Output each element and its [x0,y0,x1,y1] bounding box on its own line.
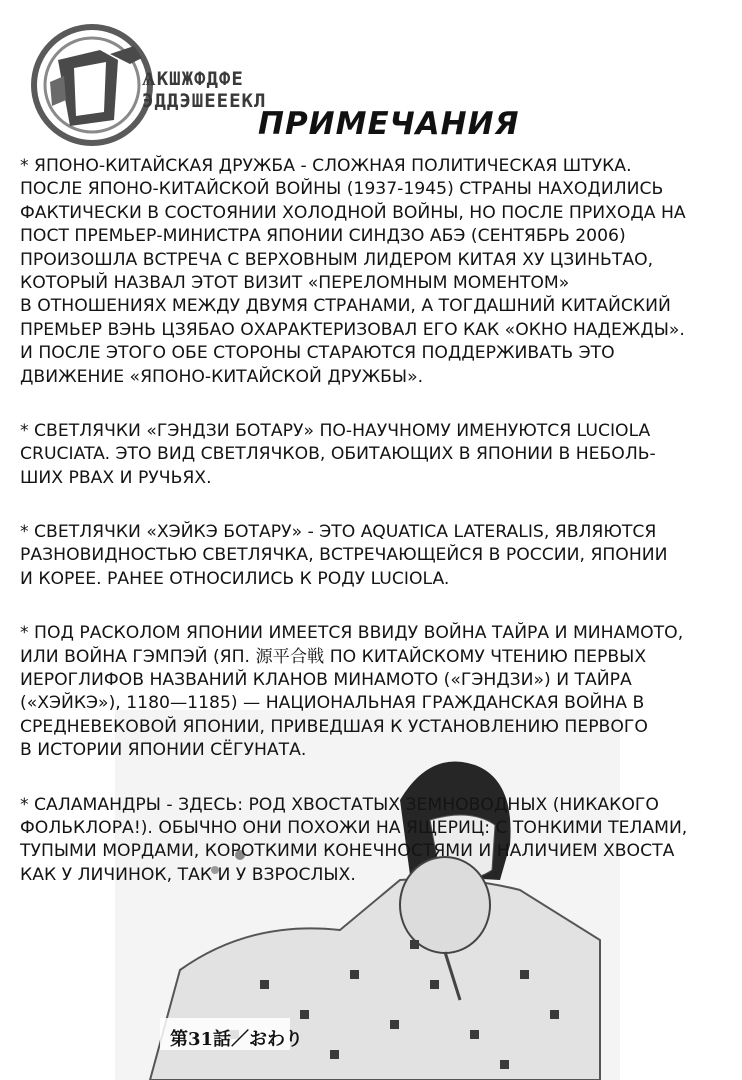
note-line: ПРЕМЬЕР ВЭНЬ ЦЗЯБАО ОХАРАКТЕРИЗОВАЛ ЕГО КАК «ОКНО НАДЕЖДЫ». [20,319,685,340]
note-line: СРЕДНЕВЕКОВОЙ ЯПОНИИ, ПРИВЕДШАЯ К УСТАНОВЛЕНИЮ ПЕРВОГО [20,716,648,737]
page-title: ПРИМЕЧАНИЯ [258,106,520,142]
note-line: В ОТНОШЕНИЯХ МЕЖДУ ДВУМЯ СТРАНАМИ, А ТОГДАШНИЙ КИТАЙСКИЙ [20,296,671,317]
note-line: ТУПЫМИ МОРДАМИ, КОРОТКИМИ КОНЕЧНОСТЯМИ И НАЛИЧИЕМ ХВОСТА [20,841,675,862]
logo-text-line2: ЭДДЭШЕЕЕКЛ [142,90,267,112]
note-line: * СВЕТЛЯЧКИ «ХЭЙКЭ БОТАРУ» - ЭТО AQUATICA LATERALIS, ЯВЛЯЮТСЯ [20,522,657,543]
note-line: * ПОД РАСКОЛОМ ЯПОНИИ ИМЕЕТСЯ ВВИДУ ВОЙНА ТАЙРА И МИНАМОТО, [20,623,684,644]
note-line: В ИСТОРИИ ЯПОНИИ СЁГУНАТА. [20,740,307,761]
note-line: ДВИЖЕНИЕ «ЯПОНО-КИТАЙСКОЙ ДРУЖБЫ». [20,366,424,387]
note-line: КОТОРЫЙ НАЗВАЛ ЭТОТ ВИЗИТ «ПЕРЕЛОМНЫМ МОМЕНТОМ» [20,272,570,293]
note-sino-japanese-friendship [20,155,736,389]
note-line: («ХЭЙКЭ»), 1180—1185) — НАЦИОНАЛЬНАЯ ГРАЖДАНСКАЯ ВОЙНА В [20,693,645,714]
note-genji-firefly [20,420,736,490]
note-line: ПОСЛЕ ЯПОНО-КИТАЙСКОЙ ВОЙНЫ (1937-1945) СТРАНЫ НАХОДИЛИСЬ [20,179,664,200]
note-line: * САЛАМАНДРЫ - ЗДЕСЬ: РОД ХВОСТАТЫХ ЗЕМНОВОДНЫХ (НИКАКОГО [20,794,659,815]
note-line: ПОСТ ПРЕМЬЕР-МИНИСТРА ЯПОНИИ СИНДЗО АБЭ (СЕНТЯБРЬ 2006) [20,226,626,247]
note-heike-firefly [20,521,736,591]
note-line: КАК У ЛИЧИНОК, ТАК И У ВЗРОСЛЫХ. [20,864,356,885]
note-salamanders [20,794,736,888]
note-line: ПРОИЗОШЛА ВСТРЕЧА С ВЕРХОВНЫМ ЛИДЕРОМ КИТАЯ ХУ ЦЗИНЬТАО, [20,249,654,270]
note-line: И КОРЕЕ. РАНЕЕ ОТНОСИЛИСЬ К РОДУ LUCIOLA. [20,568,450,589]
note-line: * СВЕТЛЯЧКИ «ГЭНДЗИ БОТАРУ» ПО-НАУЧНОМУ ИМЕНУЮТСЯ LUCIOLA [20,420,651,441]
note-line: CRUCIATA. ЭТО ВИД СВЕТЛЯЧКОВ, ОБИТАЮЩИХ В ЯПОНИИ В НЕБОЛЬ- [20,444,656,465]
note-line: ИЛИ ВОЙНА ГЭМПЭЙ (ЯП. 源平合戦 ПО КИТАЙСКОМУ ЧТЕНИЮ ПЕРВЫХ [20,646,647,667]
note-line: ФАКТИЧЕСКИ В СОСТОЯНИИ ХОЛОДНОЙ ВОЙНЫ, НО ПОСЛЕ ПРИХОДА НА [20,202,686,223]
note-line: И ПОСЛЕ ЭТОГО ОБЕ СТОРОНЫ СТАРАЮТСЯ ПОДДЕРЖИВАТЬ ЭТО [20,343,615,364]
note-line: ФОЛЬКЛОРА!). ОБЫЧНО ОНИ ПОХОЖИ НА ЯЩЕРИЦ: С ТОНКИМИ ТЕЛАМИ, [20,817,688,838]
note-line: * ЯПОНО-КИТАЙСКАЯ ДРУЖБА - СЛОЖНАЯ ПОЛИТИЧЕСКАЯ ШТУКА. [20,156,632,176]
note-line: РАЗНОВИДНОСТЬЮ СВЕТЛЯЧКА, ВСТРЕЧАЮЩЕЙСЯ В РОССИИ, ЯПОНИИ [20,545,668,566]
note-genpei-war [20,622,736,762]
logo-text-line1: ѦКШЖФДФЕ [142,68,244,90]
note-line: ИЕРОГЛИФОВ НАЗВАНИЙ КЛАНОВ МИНАМОТО («ГЭНДЗИ») И ТАЙРА [20,670,632,691]
note-line: ШИХ РВАХ И РУЧЬЯХ. [20,467,212,488]
notes-list [20,155,736,918]
chapter-end-caption: 第31話／おわり [170,1029,304,1050]
